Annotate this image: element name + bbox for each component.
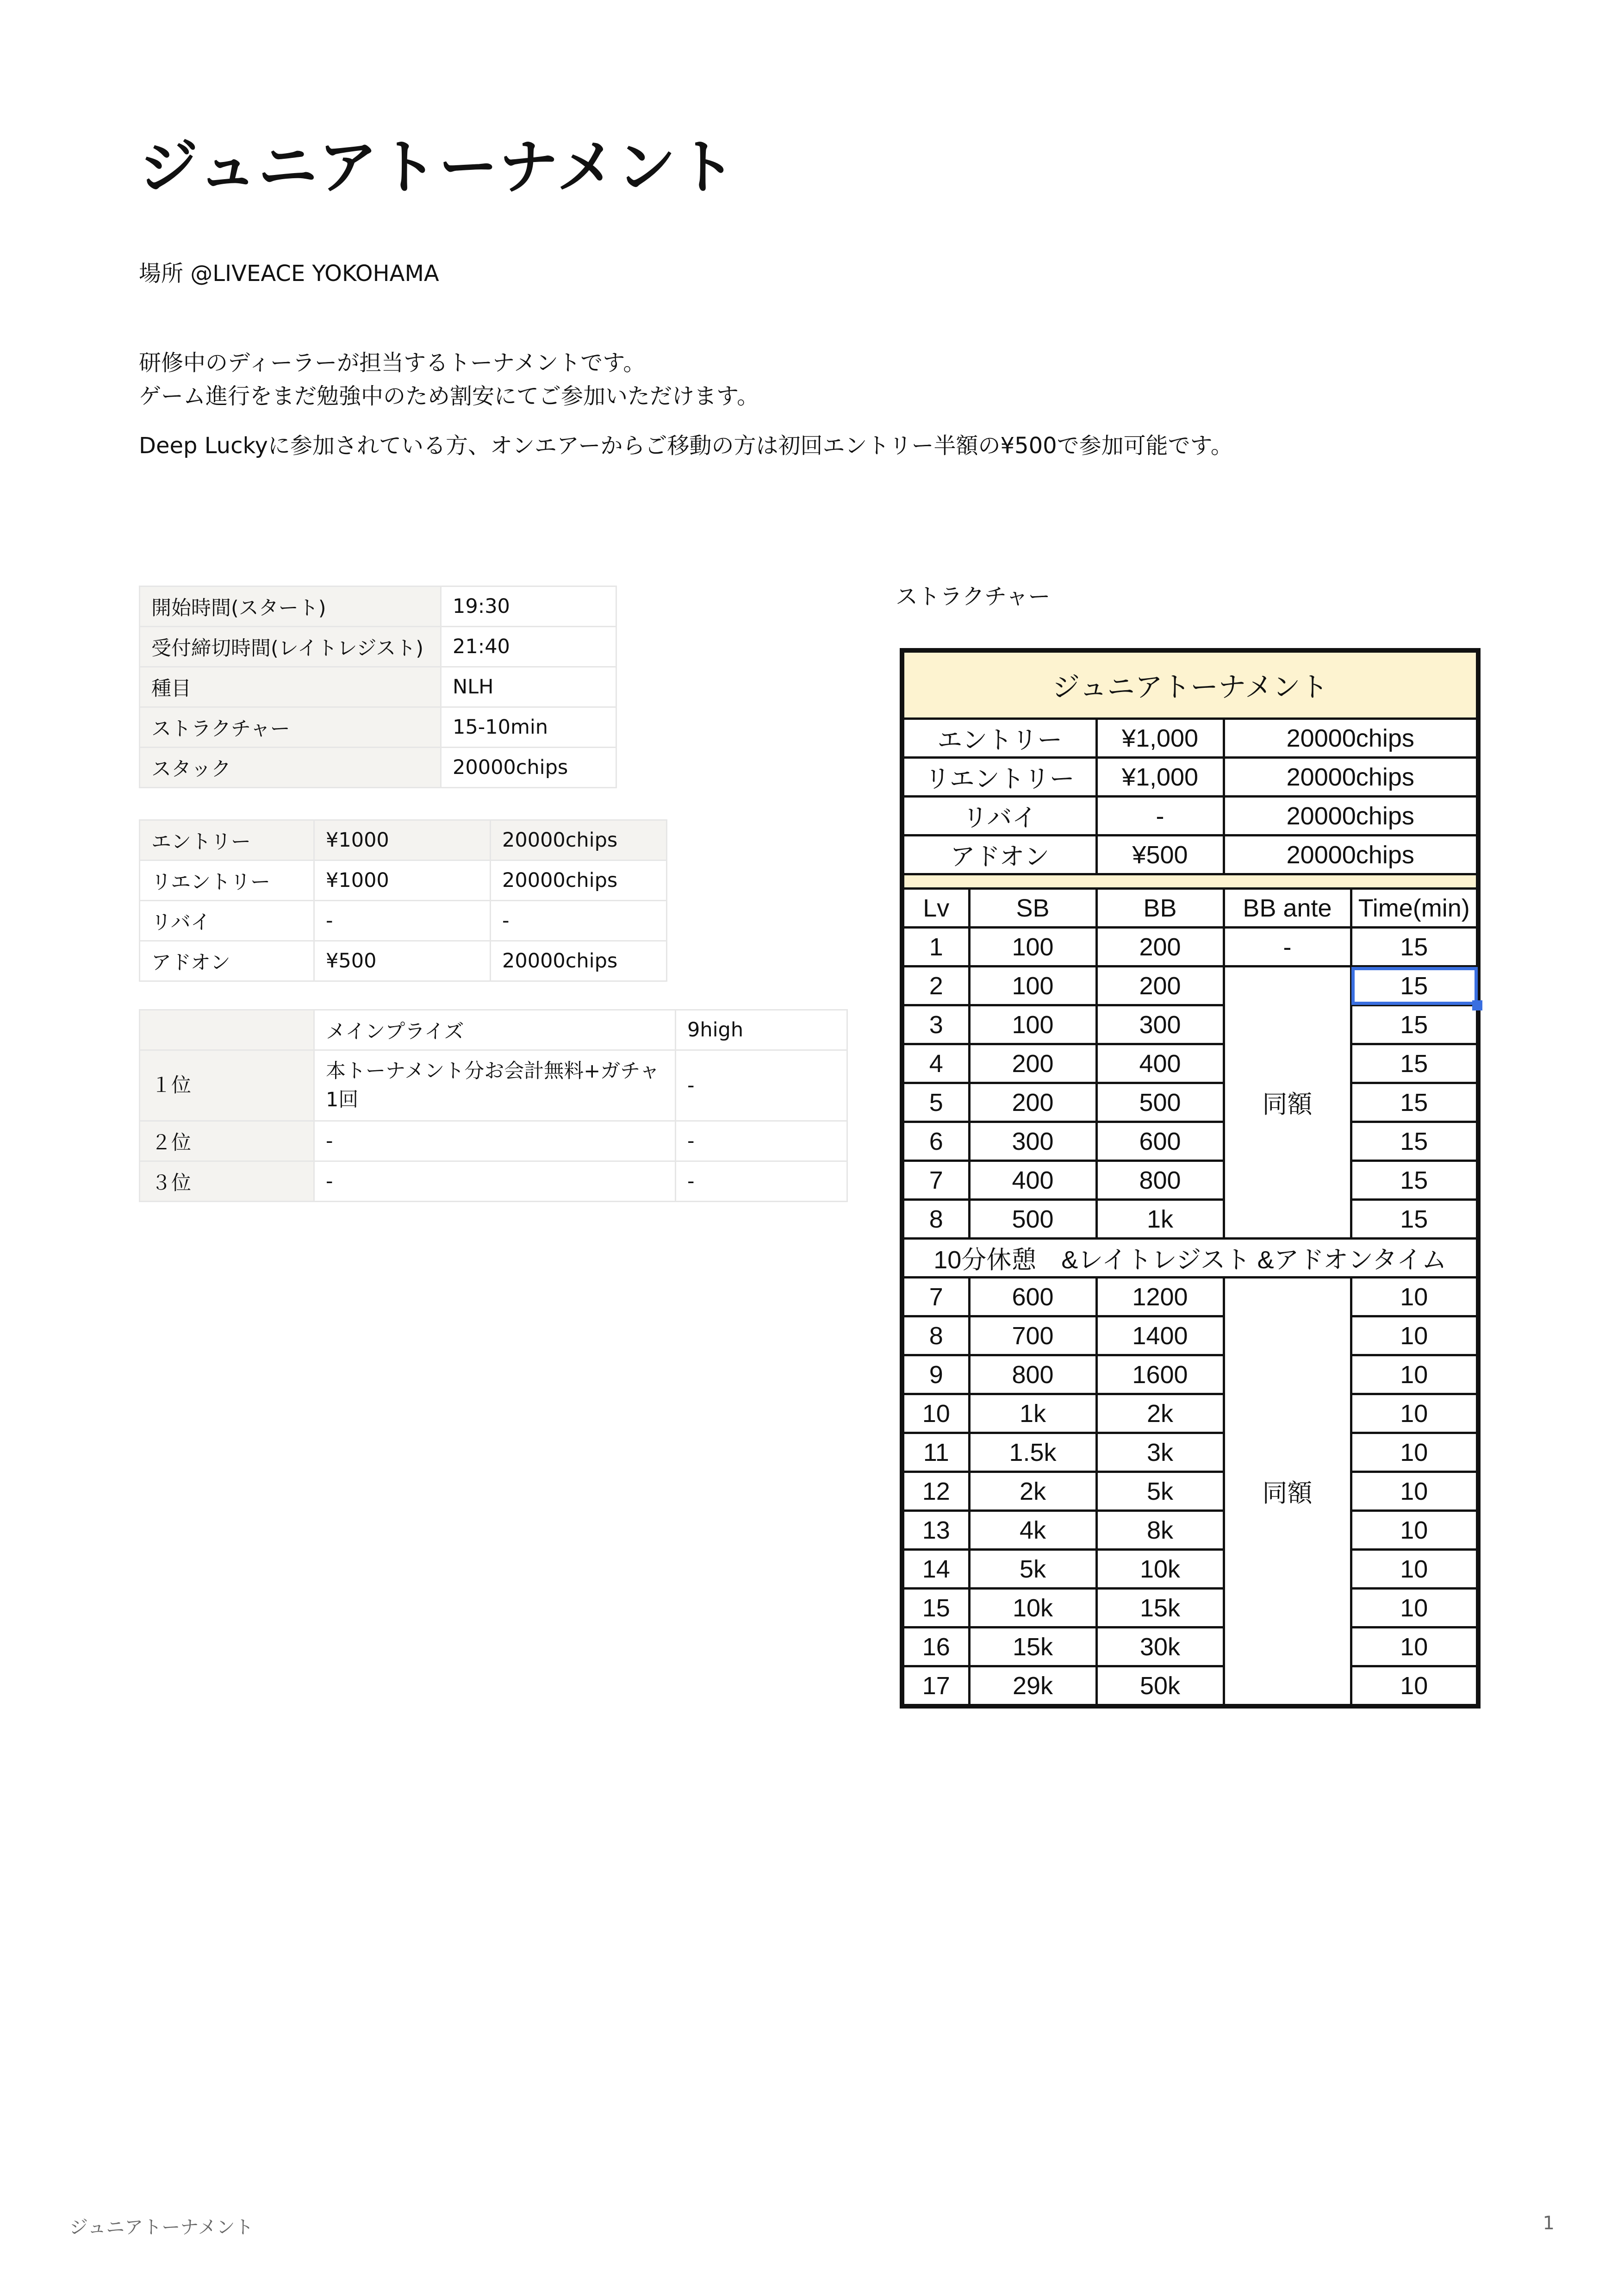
bb-cell: 1600 (1096, 1355, 1224, 1394)
venue-text: 場所 @LIVEACE YOKOHAMA (139, 261, 439, 287)
table-row (140, 820, 667, 861)
table-row (140, 707, 616, 748)
table-cell: 15-10min (441, 707, 616, 748)
sb-cell: 300 (969, 1122, 1096, 1161)
bb-cell: 2k (1096, 1394, 1224, 1433)
level-cell: 8 (902, 1316, 969, 1355)
table-row (140, 667, 616, 707)
table-header-cell: ３位 (140, 1161, 314, 1202)
level-row (902, 1628, 1478, 1666)
level-cell: 16 (902, 1628, 969, 1666)
level-row (902, 1589, 1478, 1628)
column-header: Time(min) (1351, 889, 1478, 928)
level-row (902, 1083, 1478, 1122)
level-row (902, 1355, 1478, 1394)
break-row (902, 1239, 1478, 1278)
sb-cell: 1k (969, 1394, 1096, 1433)
table-row (140, 1010, 847, 1050)
level-cell: 12 (902, 1472, 969, 1511)
table-cell: - (676, 1121, 847, 1161)
bb-cell: 1400 (1096, 1316, 1224, 1355)
time-cell: 10 (1351, 1433, 1478, 1472)
bb-cell: 500 (1096, 1083, 1224, 1122)
table-row (902, 758, 1478, 797)
table-row (140, 586, 616, 627)
level-row (902, 1044, 1478, 1083)
level-cell: 7 (902, 1161, 969, 1200)
structure-title: ジュニアトーナメント (902, 650, 1478, 719)
level-cell: 15 (902, 1589, 969, 1628)
table-row (140, 1050, 847, 1121)
bb-cell: 15k (1096, 1589, 1224, 1628)
sb-cell: 200 (969, 1083, 1096, 1122)
table-cell: 20000chips (1224, 797, 1478, 836)
table-header-cell: メインプライズ (314, 1010, 676, 1050)
level-row (902, 1278, 1478, 1316)
time-cell: 10 (1351, 1278, 1478, 1316)
time-cell: 15 (1351, 1044, 1478, 1083)
bb-cell: 10k (1096, 1550, 1224, 1589)
level-cell: 17 (902, 1666, 969, 1707)
description-block (139, 346, 759, 413)
break-cell: 10分休憩 &レイトレジスト &アドオンタイム (902, 1239, 1478, 1278)
entry-table (139, 819, 667, 982)
table-header-cell: 9high (676, 1010, 847, 1050)
page-number: 1 (1543, 2213, 1555, 2234)
bb-cell: 800 (1096, 1161, 1224, 1200)
table-cell: リバイ (140, 901, 314, 941)
table-row (902, 836, 1478, 874)
table-cell: - (1096, 797, 1224, 836)
table-header-cell: エントリー (140, 820, 314, 861)
table-row (140, 748, 616, 788)
bb-cell: 200 (1096, 928, 1224, 967)
table-cell: 20000chips (491, 941, 667, 981)
level-cell: 3 (902, 1005, 969, 1044)
time-cell: 10 (1351, 1589, 1478, 1628)
time-cell: 10 (1351, 1355, 1478, 1394)
table-cell: ¥1000 (314, 820, 491, 861)
bb-cell: 5k (1096, 1472, 1224, 1511)
level-row (902, 1550, 1478, 1589)
table-header-cell: 受付締切時間(レイトレジスト) (140, 627, 441, 667)
spacer-cell (902, 874, 1478, 889)
level-cell: 4 (902, 1044, 969, 1083)
table-cell: ¥500 (1096, 836, 1224, 874)
time-cell: 15 (1351, 1122, 1478, 1161)
column-header: SB (969, 889, 1096, 928)
sb-cell: 10k (969, 1589, 1096, 1628)
level-row (902, 1433, 1478, 1472)
ante-cell: - (1224, 928, 1351, 967)
table-cell: 20000chips (1224, 836, 1478, 874)
table-cell: 21:40 (441, 627, 616, 667)
sb-cell: 5k (969, 1550, 1096, 1589)
table-cell: アドオン (140, 941, 314, 981)
level-row (902, 1200, 1478, 1239)
description-line-2: ゲーム進行をまだ勉強中のため割安にてご参加いただけます。 (139, 383, 759, 409)
table-row (140, 627, 616, 667)
sb-cell: 500 (969, 1200, 1096, 1239)
bb-cell: 1k (1096, 1200, 1224, 1239)
sb-cell: 700 (969, 1316, 1096, 1355)
sb-cell: 100 (969, 928, 1096, 967)
level-cell: 9 (902, 1355, 969, 1394)
table-header-cell: ２位 (140, 1121, 314, 1161)
column-header: BB (1096, 889, 1224, 928)
sb-cell: 1.5k (969, 1433, 1096, 1472)
table-cell: 20000chips (1224, 758, 1478, 797)
table-cell: リバイ (902, 797, 1096, 836)
table-cell: 本トーナメント分お会計無料+ガチャ1回 (314, 1050, 676, 1121)
structure-table (900, 648, 1481, 1709)
table-row (140, 1121, 847, 1161)
bb-cell: 3k (1096, 1433, 1224, 1472)
table-cell: 20000chips (1224, 719, 1478, 758)
sb-cell: 800 (969, 1355, 1096, 1394)
structure-title-row (902, 650, 1478, 719)
level-cell: 5 (902, 1083, 969, 1122)
level-row (902, 1005, 1478, 1044)
level-row (902, 928, 1478, 967)
time-cell: 15 (1351, 1161, 1478, 1200)
table-header-cell: 種目 (140, 667, 441, 707)
table-row (140, 861, 667, 901)
description-line-3: Deep Luckyに参加されている方、オンエアーからご移動の方は初回エントリー半額の¥500で参加可能です。 (139, 433, 1233, 459)
table-header-cell: １位 (140, 1050, 314, 1121)
selected-time-value: 15 (1400, 972, 1428, 1000)
table-cell: - (314, 1121, 676, 1161)
level-row (902, 1122, 1478, 1161)
prize-table (139, 1009, 848, 1202)
table-row (902, 719, 1478, 758)
table-cell: 20000chips (491, 820, 667, 861)
level-cell: 6 (902, 1122, 969, 1161)
table-cell: - (676, 1161, 847, 1202)
time-cell: 10 (1351, 1316, 1478, 1355)
level-row (902, 1666, 1478, 1707)
selected-time-cell[interactable] (1351, 967, 1478, 1005)
bb-cell: 600 (1096, 1122, 1224, 1161)
table-cell: - (676, 1050, 847, 1121)
level-row (902, 1161, 1478, 1200)
level-cell: 10 (902, 1394, 969, 1433)
table-cell: 20000chips (441, 748, 616, 788)
sb-cell: 4k (969, 1511, 1096, 1550)
table-row (140, 941, 667, 981)
bb-cell: 200 (1096, 967, 1224, 1005)
ante-same-cell: 同額 (1224, 1278, 1351, 1707)
level-row (902, 1394, 1478, 1433)
table-cell: ¥1,000 (1096, 719, 1224, 758)
sb-cell: 400 (969, 1161, 1096, 1200)
table-header-cell (140, 1010, 314, 1050)
table-cell: - (314, 1161, 676, 1202)
time-cell: 10 (1351, 1628, 1478, 1666)
level-cell: 7 (902, 1278, 969, 1316)
sb-cell: 100 (969, 967, 1096, 1005)
bb-cell: 400 (1096, 1044, 1224, 1083)
sb-cell: 29k (969, 1666, 1096, 1707)
time-cell: 10 (1351, 1511, 1478, 1550)
time-cell: 15 (1351, 1083, 1478, 1122)
sb-cell: 100 (969, 1005, 1096, 1044)
time-cell: 15 (1351, 1005, 1478, 1044)
table-cell: ¥1,000 (1096, 758, 1224, 797)
table-cell: NLH (441, 667, 616, 707)
page-title: ジュニアトーナメント (139, 133, 737, 202)
table-header-cell: ストラクチャー (140, 707, 441, 748)
table-row (140, 1161, 847, 1202)
table-cell: エントリー (902, 719, 1096, 758)
bb-cell: 1200 (1096, 1278, 1224, 1316)
bb-cell: 50k (1096, 1666, 1224, 1707)
table-cell: 20000chips (491, 861, 667, 901)
level-cell: 1 (902, 928, 969, 967)
level-row (902, 1472, 1478, 1511)
time-cell: 10 (1351, 1472, 1478, 1511)
bb-cell: 300 (1096, 1005, 1224, 1044)
bb-cell: 8k (1096, 1511, 1224, 1550)
ante-same-cell: 同額 (1224, 967, 1351, 1239)
level-cell: 13 (902, 1511, 969, 1550)
column-header: Lv (902, 889, 969, 928)
time-cell: 10 (1351, 1550, 1478, 1589)
table-header-cell: スタック (140, 748, 441, 788)
level-cell: 14 (902, 1550, 969, 1589)
table-cell: ¥500 (314, 941, 491, 981)
table-cell: ¥1000 (314, 861, 491, 901)
table-row (140, 901, 667, 941)
table-cell: - (314, 901, 491, 941)
table-row (902, 797, 1478, 836)
sb-cell: 600 (969, 1278, 1096, 1316)
footer-title: ジュニアトーナメント (69, 2217, 254, 2238)
table-cell: アドオン (902, 836, 1096, 874)
table-header-cell: 開始時間(スタート) (140, 586, 441, 627)
bb-cell: 30k (1096, 1628, 1224, 1666)
sb-cell: 2k (969, 1472, 1096, 1511)
structure-label: ストラクチャー (896, 584, 1051, 610)
time-cell: 10 (1351, 1394, 1478, 1433)
level-row (902, 967, 1478, 1005)
level-row (902, 1316, 1478, 1355)
fill-handle[interactable] (1472, 1000, 1482, 1010)
table-cell: - (491, 901, 667, 941)
time-cell: 15 (1351, 928, 1478, 967)
sb-cell: 15k (969, 1628, 1096, 1666)
description-line-1: 研修中のディーラーが担当するトーナメントです。 (139, 350, 646, 376)
level-cell: 2 (902, 967, 969, 1005)
time-cell: 15 (1351, 1200, 1478, 1239)
table-cell: 19:30 (441, 586, 616, 627)
time-cell: 10 (1351, 1666, 1478, 1707)
level-cell: 8 (902, 1200, 969, 1239)
table-cell: リエントリー (902, 758, 1096, 797)
column-header: BB ante (1224, 889, 1351, 928)
structure-header-row (902, 889, 1478, 928)
level-row (902, 1511, 1478, 1550)
sb-cell: 200 (969, 1044, 1096, 1083)
table-cell: リエントリー (140, 861, 314, 901)
basic-info-table (139, 586, 617, 788)
level-cell: 11 (902, 1433, 969, 1472)
spacer-row (902, 874, 1478, 889)
